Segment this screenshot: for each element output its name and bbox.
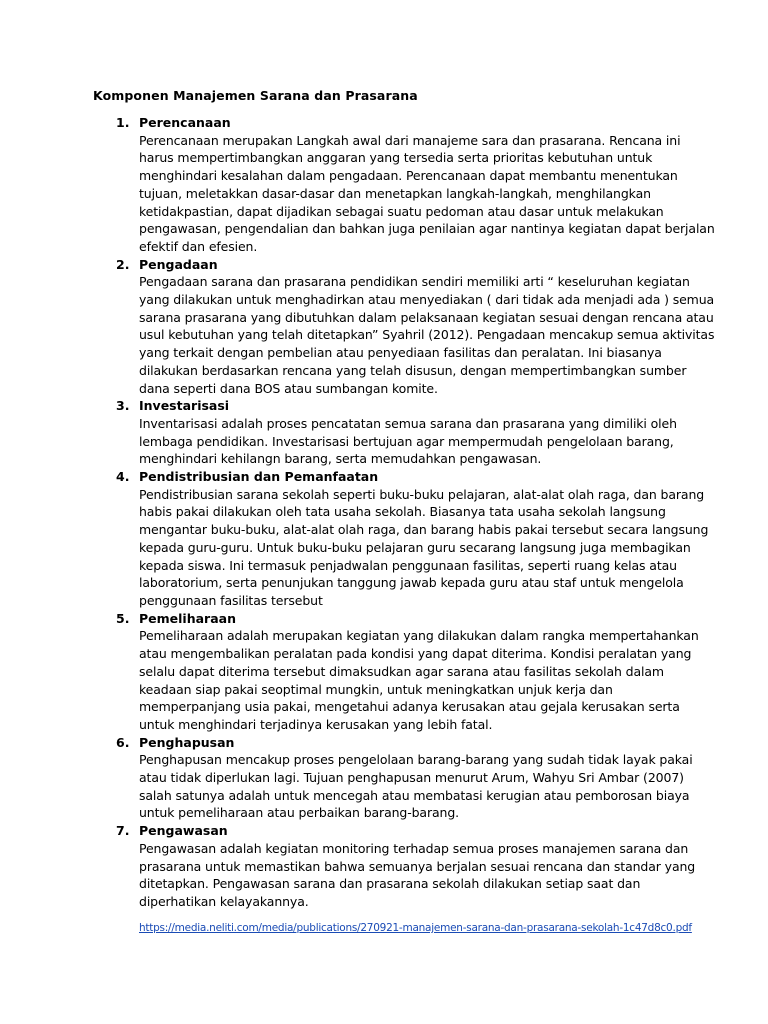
body-line: Inventarisasi adalah proses pencatatan semua sarana dan prasarana yang dimiliki oleh	[139, 415, 677, 431]
section-number: 3.	[116, 398, 130, 414]
body-line: usul kebutuhan yang telah ditetapkan” Syahril (2012). Pengadaan mencakup semua aktivitas	[139, 327, 715, 343]
section-heading: Pengadaan	[139, 256, 218, 272]
body-line: untuk menghindari terjadinya kerusakan yang lebih fatal.	[139, 716, 493, 732]
body-line: dana seperti dana BOS atau sumbangan komite.	[139, 380, 438, 396]
section-number: 6.	[116, 734, 130, 750]
section-perencanaan	[0, 114, 768, 256]
body-line: keadaan siap pakai seoptimal mungkin, untuk meningkatkan unjuk kerja dan	[139, 681, 613, 697]
body-line: penggunaan fasilitas tersebut	[139, 592, 323, 608]
body-line: Pemeliharaan adalah merupakan kegiatan yang dilakukan dalam rangka mempertahankan	[139, 628, 699, 644]
section-pengawasan	[0, 822, 768, 911]
body-line: pengawasan, pengendalian dan bahkan juga penilaian agar nantinya kegiatan dapat berjalan	[139, 221, 715, 237]
body-line: kepada siswa. Ini termasuk penjadwalan penggunaan fasilitas, seperti ruang kelas atau	[139, 557, 677, 573]
section-penghapusan	[0, 734, 768, 823]
body-line: habis pakai dilakukan oleh tata usaha sekolah. Biasanya tata usaha sekolah langsung	[139, 504, 666, 520]
section-body	[139, 273, 768, 397]
body-line: Pengadaan sarana dan prasarana pendidikan sendiri memiliki arti “ keseluruhan kegiatan	[139, 274, 690, 290]
body-line: diperhatikan kelayakannya.	[139, 893, 309, 909]
body-line: lembaga pendidikan. Investarisasi bertujuan agar mempermudah pengelolaan barang,	[139, 433, 674, 449]
body-line: Pendistribusian sarana sekolah seperti buku-buku pelajaran, alat-alat olah raga, dan barang	[139, 486, 705, 502]
section-body	[139, 751, 768, 822]
section-heading: Perencanaan	[139, 115, 231, 130]
section-heading: Pendistribusian dan Pemanfaatan	[139, 469, 379, 485]
section-body	[139, 132, 768, 256]
body-line: laboratorium, serta penunjukan tanggung jawab kepada guru atau staf untuk mengelola	[139, 575, 684, 591]
section-pemeliharaan	[0, 610, 768, 734]
body-line: yang dilakukan untuk menghadirkan atau menyediakan ( dari tidak ada menjadi ada ) semua	[139, 292, 715, 308]
body-line: yang terkait dengan pembelian atau penyediaan fasilitas dan peralatan. Ini biasanya	[139, 345, 662, 361]
body-line: untuk pemeliharaan atau perbaikan barang-barang.	[139, 805, 460, 821]
body-line: atau mengembalikan peralatan pada kondisi yang dapat diterima. Kondisi peralatan yang	[139, 646, 692, 662]
section-body	[139, 627, 768, 733]
body-line: menghindari kesalahan dalam pengadaan. Perencanaan dapat membantu menentukan	[139, 168, 678, 184]
body-line: sarana prasarana yang dibutuhkan dalam pelaksanaan kegiatan sesuai dengan rencana atau	[139, 309, 714, 325]
section-heading: Penghapusan	[139, 734, 235, 750]
body-line: atau tidak diperlukan lagi. Tujuan penghapusan menurut Arum, Wahyu Sri Ambar (2007)	[139, 770, 684, 786]
section-pendistribusian	[0, 468, 768, 610]
section-body	[139, 840, 768, 911]
source-link[interactable]: https://media.neliti.com/media/publications/270921-manajemen-sarana-dan-prasarana-sekolah-1c47d8c0.pdf	[139, 922, 692, 934]
body-line: menghindari kehilangn barang, serta memudahkan pengawasan.	[139, 451, 542, 467]
body-line: mengantar buku-buku, alat-alat olah raga, dan barang habis pakai tersebut secara langsung	[139, 522, 709, 538]
body-line: tujuan, meletakkan dasar-dasar dan menetapkan langkah-langkah, menghilangkan	[139, 185, 651, 201]
body-line: efektif dan efesien.	[139, 238, 258, 254]
body-line: selalu dapat diterima tersebut dimaksudkan agar sarana atau fasilitas sekolah dalam	[139, 663, 664, 679]
document-title: Komponen Manajemen Sarana dan Prasarana	[93, 88, 418, 103]
body-line: harus mempertimbangkan anggaran yang tersedia serta prioritas kebutuhan untuk	[139, 150, 653, 166]
section-list	[0, 114, 768, 911]
body-line: ketidakpastian, dapat dijadikan sebagai suatu pedoman atau dasar untuk melakukan	[139, 203, 664, 219]
section-heading: Pemeliharaan	[139, 610, 236, 626]
section-body	[139, 415, 768, 468]
body-line: dilakukan berdasarkan rencana yang telah disusun, dengan mempertimbangkan sumber	[139, 362, 687, 378]
body-line: salah satunya adalah untuk mencegah atau membatasi kerugian atau pemborosan biaya	[139, 787, 690, 803]
body-line: Pengawasan adalah kegiatan monitoring terhadap semua proses manajemen sarana dan	[139, 840, 689, 856]
body-line: Perencanaan merupakan Langkah awal dari manajeme sara dan prasarana. Rencana ini	[139, 132, 681, 148]
section-number: 1.	[116, 115, 130, 130]
section-body	[139, 486, 768, 610]
body-line: memperpanjang usia pakai, mengetahui adanya kerusakan atau gejala kerusakan serta	[139, 699, 680, 715]
section-investarisasi	[0, 397, 768, 468]
body-line: kepada guru-guru. Untuk buku-buku pelajaran guru secarang langsung juga membagikan	[139, 539, 691, 555]
section-number: 5.	[116, 610, 130, 626]
body-line: Penghapusan mencakup proses pengelolaan barang-barang yang sudah tidak layak pakai	[139, 752, 693, 768]
section-pengadaan	[0, 256, 768, 398]
body-line: prasarana untuk memastikan bahwa semuanya berjalan sesuai rencana dan standar yang	[139, 858, 696, 874]
body-line: ditetapkan. Pengawasan sarana dan prasarana sekolah dilakukan setiap saat dan	[139, 876, 641, 892]
section-number: 7.	[116, 823, 130, 839]
section-number: 4.	[116, 469, 130, 485]
section-number: 2.	[116, 256, 130, 272]
section-heading: Pengawasan	[139, 823, 228, 839]
section-heading: Investarisasi	[139, 398, 230, 414]
